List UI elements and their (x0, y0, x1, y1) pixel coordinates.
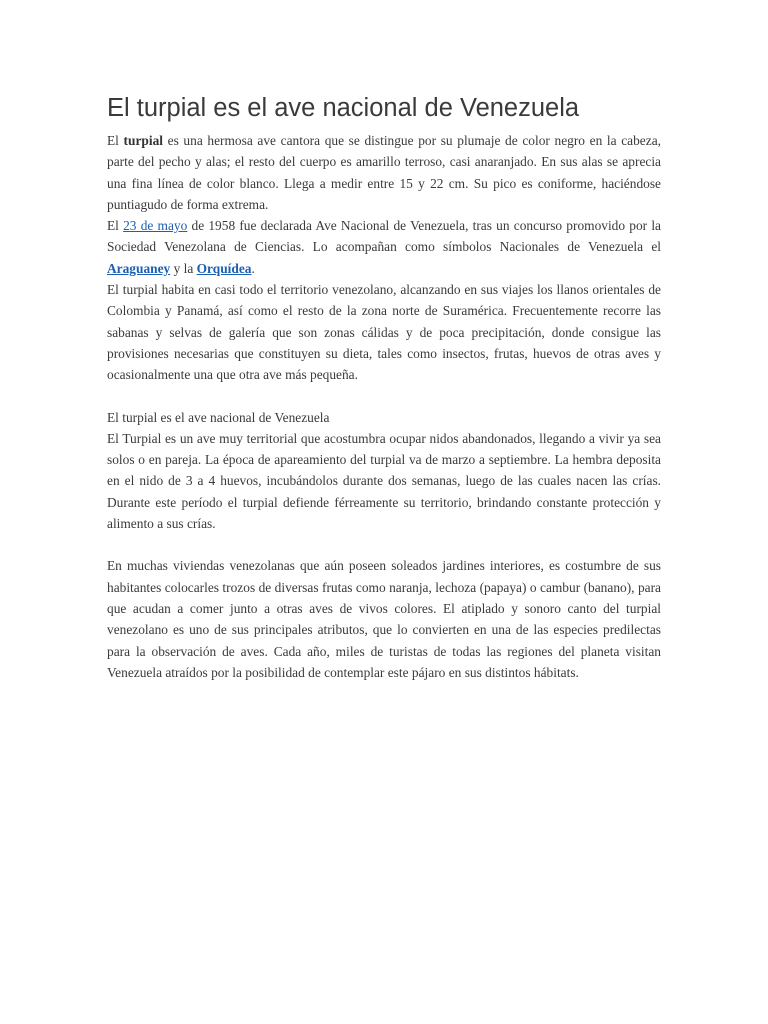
p1-rest: es una hermosa ave cantora que se distingue por su plumaje de color negro en la cabeza, parte del pecho y alas; el resto del cuerpo es amarillo terroso, casi anaranjado. En sus alas se aprecia una fina línea de color blanco. Llega a medir entre 15 y 22 cm. Su pico es coniforme, haciéndose puntiagudo de forma extrema. (107, 133, 661, 212)
p1-bold-turpial: turpial (123, 133, 163, 148)
paragraph-gardens: En muchas viviendas venezolanas que aún poseen soleados jardines interiores, es costumbre de sus habitantes colocarles trozos de diversas frutas como naranja, lechoza (papaya) o cambur (banano), para que acudan a comer junto a otras aves de vivos colores. El atiplado y sonoro canto del turpial venezolano es uno de sus principales atributos, que lo convierten en una de las especies predilectas para la observación de aves. Cada año, miles de turistas de todas las regiones del planeta visitan Venezuela atraídos por la posibilidad de contemplar este pájaro en sus distintos hábitats. (107, 558, 661, 680)
p2-middle: de 1958 fue declarada Ave Nacional de Venezuela, tras un concurso promovido por la Sociedad Venezolana de Ciencias. Lo acompañan como símbolos Nacionales de Venezuela el (107, 218, 661, 255)
link-orquidea[interactable]: Orquídea (196, 260, 252, 276)
p2-and: y la (170, 260, 197, 276)
paragraph-habitat: El turpial habita en casi todo el territorio venezolano, alcanzando en sus viajes los llanos orientales de Colombia y Panamá, así como el resto de la zona norte de Suramérica. Frecuentemente recorre las sabanas y selvas de galería que son zonas cálidas y de poca precipitación, donde consigue las provisiones necesarias que constituyen su dieta, tales como insectos, frutas, huevos de otras aves y ocasionalmente una que otra ave más pequeña. (107, 282, 661, 383)
subheading: El turpial es el ave nacional de Venezuela (107, 409, 330, 425)
p1-start: El (107, 133, 124, 148)
p2-end: . (251, 260, 255, 276)
paragraph-description (107, 130, 661, 215)
link-23-de-mayo[interactable]: 23 de mayo (123, 218, 188, 234)
link-araguaney[interactable]: Araguaney (107, 260, 171, 276)
page-title: El turpial es el ave nacional de Venezuela (107, 94, 580, 122)
paragraph-national-bird (107, 215, 661, 279)
spacer (107, 534, 661, 555)
p2-start: El (107, 218, 124, 234)
spacer (107, 386, 661, 407)
document-body (107, 92, 661, 683)
paragraph-territorial: El Turpial es un ave muy territorial que acostumbra ocupar nidos abandonados, llegando a vivir ya sea solos o en pareja. La época de apareamiento del turpial va de marzo a septiembre. La hembra deposita en el nido de 3 a 4 huevos, incubándolos durante dos semanas, luego de las cuales nacen las crías. Durante este período el turpial defiende férreamente su territorio, brindando constante protección y alimento a sus crías. (107, 430, 661, 532)
